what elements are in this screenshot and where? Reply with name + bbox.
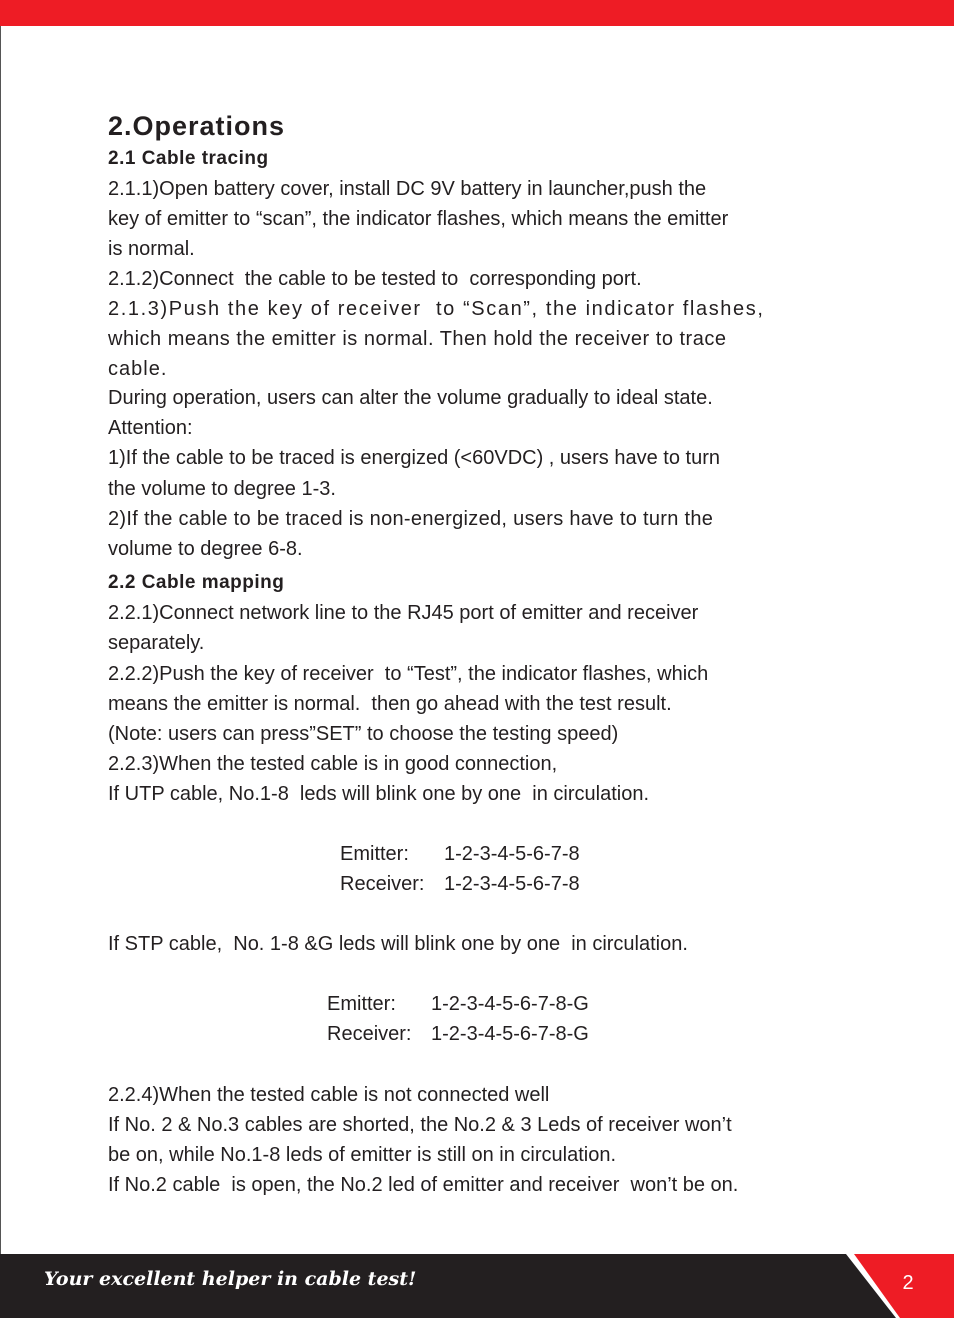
body-line: means the emitter is normal. then go ahead with the test result. [108,693,672,715]
stp-emitter-sequence [327,989,589,1019]
receiver-label: Receiver: [340,873,425,895]
section-title-cable-tracing: 2.1 Cable tracing [108,148,269,169]
emitter-seq: 1-2-3-4-5-6-7-8-G [431,993,589,1015]
body-line: 2.2.1)Connect network line to the RJ45 port of emitter and receiver [108,602,699,624]
body-line: is normal. [108,238,195,260]
body-line: (Note: users can press”SET” to choose the testing speed) [108,723,619,745]
footer-tagline: Your excellent helper in cable test! [44,1268,417,1290]
utp-emitter-sequence [340,839,580,869]
page-footer [0,1254,954,1318]
body-line: volume to degree 6-8. [108,538,303,560]
body-line: 2.1.3)Push the key of receiver to “Scan”, the indicator flashes, [108,298,765,320]
body-line: separately. [108,632,205,654]
body-line: 2.2.3)When the tested cable is in good connection, [108,753,558,775]
body-line: 2.1.2)Connect the cable to be tested to corresponding port. [108,268,642,290]
body-line: 2.1.1)Open battery cover, install DC 9V battery in launcher,push the [108,178,707,200]
receiver-seq: 1-2-3-4-5-6-7-8 [444,873,580,895]
body-line: If STP cable, No. 1-8 &G leds will blink one by one in circulation. [108,933,688,955]
body-line: 1)If the cable to be traced is energized (<60VDC) , users have to turn [108,447,720,469]
body-line: If No.2 cable is open, the No.2 led of emitter and receiver won’t be on. [108,1174,739,1196]
receiver-label: Receiver: [327,1023,412,1045]
emitter-label: Emitter: [340,843,409,865]
body-line: which means the emitter is normal. Then hold the receiver to trace [108,328,727,350]
body-line: be on, while No.1-8 leds of emitter is still on in circulation. [108,1144,617,1166]
emitter-label: Emitter: [327,993,396,1015]
body-line: cable. [108,358,168,380]
receiver-seq: 1-2-3-4-5-6-7-8-G [431,1023,589,1045]
body-line: 2.2.2)Push the key of receiver to “Test”, the indicator flashes, which [108,663,709,685]
body-line: the volume to degree 1-3. [108,478,336,500]
body-line: 2.2.4)When the tested cable is not connected well [108,1084,550,1106]
stp-receiver-sequence [327,1019,589,1049]
page-heading: 2.Operations [108,111,286,141]
utp-receiver-sequence [340,869,580,899]
left-border-line [0,26,1,1254]
body-line: If UTP cable, No.1-8 leds will blink one by one in circulation. [108,783,650,805]
section-title-cable-mapping: 2.2 Cable mapping [108,572,285,593]
body-line: 2)If the cable to be traced is non-energized, users have to turn the [108,508,714,530]
top-accent-bar [0,0,954,26]
body-line: During operation, users can alter the volume gradually to ideal state. [108,387,713,409]
body-line: Attention: [108,417,193,439]
page-number: 2 [902,1272,914,1294]
body-line: key of emitter to “scan”, the indicator flashes, which means the emitter [108,208,729,230]
body-line: If No. 2 & No.3 cables are shorted, the No.2 & 3 Leds of receiver won’t [108,1114,732,1136]
emitter-seq: 1-2-3-4-5-6-7-8 [444,843,580,865]
